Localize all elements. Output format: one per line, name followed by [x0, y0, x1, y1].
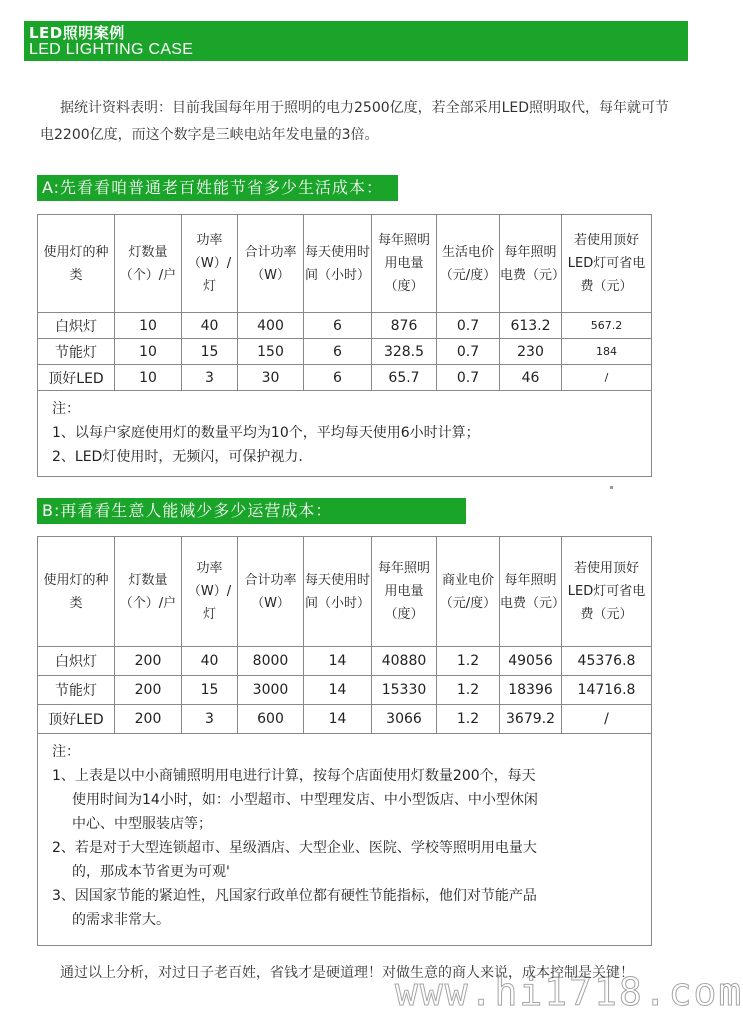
table-cell: 567.2 [562, 313, 652, 339]
note-line: 注： [52, 744, 80, 760]
header-cell: 合计功率（W） [238, 537, 304, 647]
table-cell: 49056 [500, 647, 562, 676]
table-cell: 3 [182, 365, 238, 391]
note-line: 使用时间为14小时，如：小型超市、中型理发店、中小型饭店、中小型休闲 [72, 792, 538, 808]
note-line: 3、因国家节能的紧迫性，凡国家行政单位都有硬性节能指标，他们对节能产品 [52, 888, 537, 904]
table-cell: 40880 [372, 647, 437, 676]
header-cell: 使用灯的种类 [38, 537, 115, 647]
table-cell: 600 [238, 705, 304, 734]
table-cell: 1.2 [437, 647, 500, 676]
header-cell: 每年照明用电量（度） [372, 537, 437, 647]
header-cell: 每年照明用电量（度） [372, 215, 437, 313]
table-cell: 400 [238, 313, 304, 339]
table-cell: 15 [182, 339, 238, 365]
table-cell: 6 [304, 365, 372, 391]
table-cell: 200 [115, 705, 182, 734]
note-line: 注： [52, 401, 80, 417]
table-cell: 45376.8 [562, 647, 652, 676]
table-cell: 40 [182, 647, 238, 676]
stray-dot [610, 486, 613, 489]
table-cell: 200 [115, 647, 182, 676]
table-cell: 14 [304, 705, 372, 734]
table-cell: 3679.2 [500, 705, 562, 734]
header-cell: 合计功率（W） [238, 215, 304, 313]
table-cell: 6 [304, 339, 372, 365]
table-cell: 10 [115, 339, 182, 365]
header-title-en: LED LIGHTING CASE [29, 41, 194, 58]
section-a-table [37, 214, 652, 477]
note-line: 的，那成本节省更为可观' [72, 864, 230, 880]
table-cell: 876 [372, 313, 437, 339]
table-row [38, 339, 652, 365]
header-cell: 功率（W）/灯 [182, 537, 238, 647]
table-cell: / [562, 705, 652, 734]
table-cell: 150 [238, 339, 304, 365]
header-cell: 每天使用时间（小时） [304, 215, 372, 313]
header-cell: 若使用顶好LED灯可省电费（元） [562, 537, 652, 647]
table-cell: 8000 [238, 647, 304, 676]
table-header-row [38, 537, 652, 647]
table-cell: 14 [304, 647, 372, 676]
table-row [38, 705, 652, 734]
section-b-title: B:再看看生意人能减少多少运营成本： [37, 498, 466, 524]
table-cell: 14716.8 [562, 676, 652, 705]
table-cell: 15 [182, 676, 238, 705]
table-cell: 200 [115, 676, 182, 705]
table-cell: 46 [500, 365, 562, 391]
header-cell: 每年照明电费（元） [500, 537, 562, 647]
note-line: 2、LED灯使用时，无频闪，可保护视力. [52, 449, 303, 465]
table-cell: 白炽灯 [38, 647, 115, 676]
table-cell: 613.2 [500, 313, 562, 339]
table-cell: 节能灯 [38, 676, 115, 705]
table-cell: 15330 [372, 676, 437, 705]
table-row [38, 365, 652, 391]
table-cell: 30 [238, 365, 304, 391]
table-cell: 10 [115, 313, 182, 339]
table-cell: 0.7 [437, 313, 500, 339]
watermark-text: www.hi1718.com [395, 970, 743, 1014]
table-cell: 节能灯 [38, 339, 115, 365]
note-line: 2、若是对于大型连锁超市、星级酒店、大型企业、医院、学校等照明用电量大 [52, 840, 537, 856]
header-cell: 每年照明电费（元） [500, 215, 562, 313]
table-row [38, 676, 652, 705]
table-cell: 18396 [500, 676, 562, 705]
table-cell: 1.2 [437, 676, 500, 705]
intro-paragraph: 据统计资料表明：目前我国每年用于照明的电力2500亿度，若全部采用LED照明取代，每年就可节电2200亿度，而这个数字是三峡电站年发电量的3倍。 [40, 100, 670, 143]
table-cell: 1.2 [437, 705, 500, 734]
table-row [38, 647, 652, 676]
table-cell: 184 [562, 339, 652, 365]
notes-row [38, 391, 652, 477]
notes-row [38, 734, 652, 946]
table-cell: 顶好LED [38, 365, 115, 391]
table-cell: 65.7 [372, 365, 437, 391]
table-cell: 3000 [238, 676, 304, 705]
table-cell: 3 [182, 705, 238, 734]
table-cell: 14 [304, 676, 372, 705]
header-cell: 商业电价（元/度） [437, 537, 500, 647]
page-header-bar [24, 21, 688, 61]
header-cell: 生活电价（元/度） [437, 215, 500, 313]
table-cell: 3066 [372, 705, 437, 734]
notes-cell [38, 734, 652, 946]
header-cell: 灯数量（个）/户 [115, 537, 182, 647]
header-cell: 使用灯的种类 [38, 215, 115, 313]
table-cell: / [562, 365, 652, 391]
section-b-table [37, 536, 652, 946]
section-a-title: A:先看看咱普通老百姓能节省多少生活成本： [37, 175, 398, 201]
table-cell: 10 [115, 365, 182, 391]
note-line: 的需求非常大。 [72, 912, 170, 928]
table-cell: 白炽灯 [38, 313, 115, 339]
conclusion-paragraph: 通过以上分析，对过日子老百姓，省钱才是硬道理！对做生意的商人来说，成本控制是关键！ [60, 965, 634, 981]
table-cell: 6 [304, 313, 372, 339]
header-cell: 灯数量（个）/户 [115, 215, 182, 313]
header-cell: 每天使用时间（小时） [304, 537, 372, 647]
note-line: 中心、中型服装店等； [72, 816, 212, 832]
table-cell: 328.5 [372, 339, 437, 365]
header-cell: 功率（W）/灯 [182, 215, 238, 313]
note-line: 1、上表是以中小商铺照明用电进行计算，按每个店面使用灯数量200个，每天 [52, 768, 536, 784]
table-cell: 顶好LED [38, 705, 115, 734]
table-cell: 40 [182, 313, 238, 339]
table-cell: 0.7 [437, 339, 500, 365]
table-header-row [38, 215, 652, 313]
note-line: 1、以每户家庭使用灯的数量平均为10个，平均每天使用6小时计算； [52, 425, 480, 441]
table-row [38, 313, 652, 339]
notes-cell [38, 391, 652, 477]
table-cell: 230 [500, 339, 562, 365]
header-title-cn: LED照明案例 [29, 24, 125, 42]
table-cell: 0.7 [437, 365, 500, 391]
header-cell: 若使用顶好LED灯可省电费（元） [562, 215, 652, 313]
